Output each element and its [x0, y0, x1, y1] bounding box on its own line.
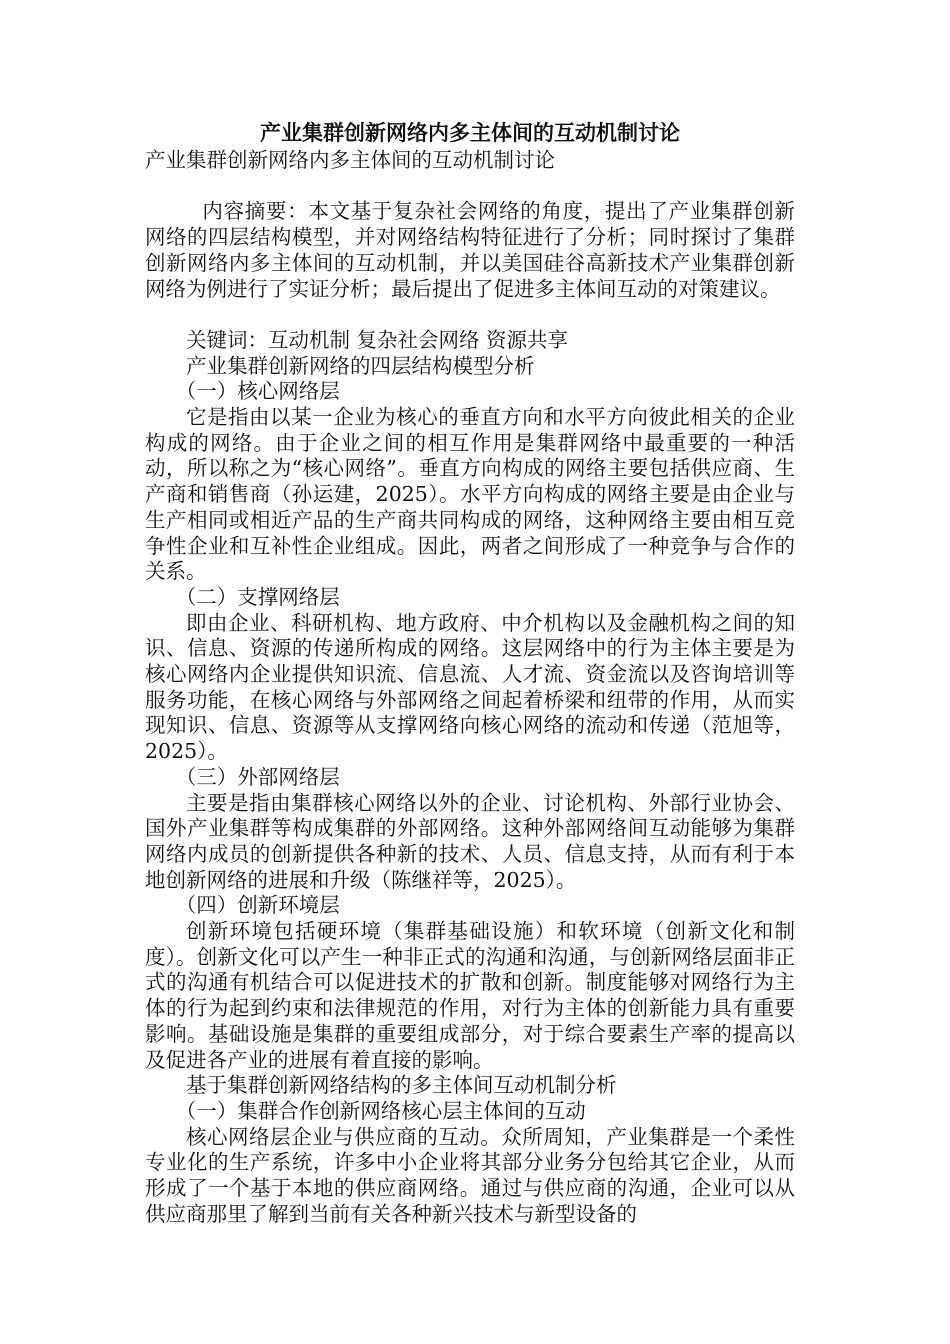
abstract-paragraph: 内容摘要：本文基于复杂社会网络的角度，提出了产业集群创新网络的四层结构模型，并对网络结构特征进行了分析；同时探讨了集群创新网络内多主体间的互动机制，并以美国硅谷高新技术产业集群创新网络为例进行了实证分析；最后提出了促进多主体间互动的对策建议。	[145, 199, 795, 301]
document-title: 产业集群创新网络内多主体间的互动机制讨论	[260, 120, 680, 145]
paragraph-core-interaction: 核心网络层企业与供应商的互动。众所周知，产业集群是一个柔性专业化的生产系统，许多中小企业将其部分业务分包给其它企业，从而形成了一个基于本地的供应商网络。通过与供应商的沟通，企业可以从供应商那里了解到当前有关各种新兴技术与新型设备的	[145, 1124, 795, 1226]
document-subtitle: 产业集群创新网络内多主体间的互动机制讨论	[145, 148, 555, 172]
paragraph-innovation-environment: 创新环境包括硬环境（集群基础设施）和软环境（创新文化和制度）。创新文化可以产生一种非正式的沟通和沟通，与创新网络层面非正式的沟通有机结合可以促进技术的扩散和创新。制度能够对网络行为主体的行为起到约束和法律规范的作用，对行为主体的创新能力具有重要影响。基础设施是集群的重要组成部分，对于综合要素生产率的提高以及促进各产业的进展有着直接的影响。	[145, 919, 795, 1072]
subsection-heading-2-1: （一）集群合作创新网络核心层主体间的互动	[175, 1098, 586, 1123]
section-heading-2: 基于集群创新网络结构的多主体间互动机制分析	[186, 1073, 617, 1098]
subsection-heading-1-3: （三）外部网络层	[175, 764, 340, 789]
subsection-heading-1-2: （二）支撑网络层	[175, 584, 340, 609]
paragraph-support-network: 即由企业、科研机构、地方政府、中介机构以及金融机构之间的知识、信息、资源的传递所构成的网络。这层网络中的行为主体主要是为核心网络内企业提供知识流、信息流、人才流、资金流以及咨询培训等服务功能，在核心网络与外部网络之间起着桥梁和纽带的作用，从而实现知识、信息、资源等从支撑网络向核心网络的流动和传递（范旭等，2025）。	[145, 610, 795, 764]
document-page	[145, 118, 795, 1228]
keywords-line: 关键词：互动机制 复杂社会网络 资源共享	[186, 327, 569, 352]
subsection-heading-1-1: （一）核心网络层	[175, 379, 340, 404]
blank-line	[145, 302, 795, 328]
section-heading-1: 产业集群创新网络的四层结构模型分析	[186, 353, 535, 378]
paragraph-core-network: 它是指由以某一企业为核心的垂直方向和水平方向彼此相关的企业构成的网络。由于企业之间的相互作用是集群网络中最重要的一种活动，所以称之为“核心网络”。垂直方向构成的网络主要包括供应商、生产商和销售商（孙运建，2025）。水平方向构成的网络主要是由企业与生产相同或相近产品的生产商共同构成的网络，这种网络主要由相互竞争性企业和互补性企业组成。因此，两者之间形成了一种竞争与合作的关系。	[145, 405, 795, 584]
paragraph-external-network: 主要是指由集群核心网络以外的企业、讨论机构、外部行业协会、国外产业集群等构成集群的外部网络。这种外部网络间互动能够为集群网络内成员的创新提供各种新的技术、人员、信息支持，从而有利于本地创新网络的进展和升级（陈继祥等，2025）。	[145, 790, 795, 892]
subsection-heading-1-4: （四）创新环境层	[175, 893, 340, 918]
blank-line	[145, 174, 795, 200]
